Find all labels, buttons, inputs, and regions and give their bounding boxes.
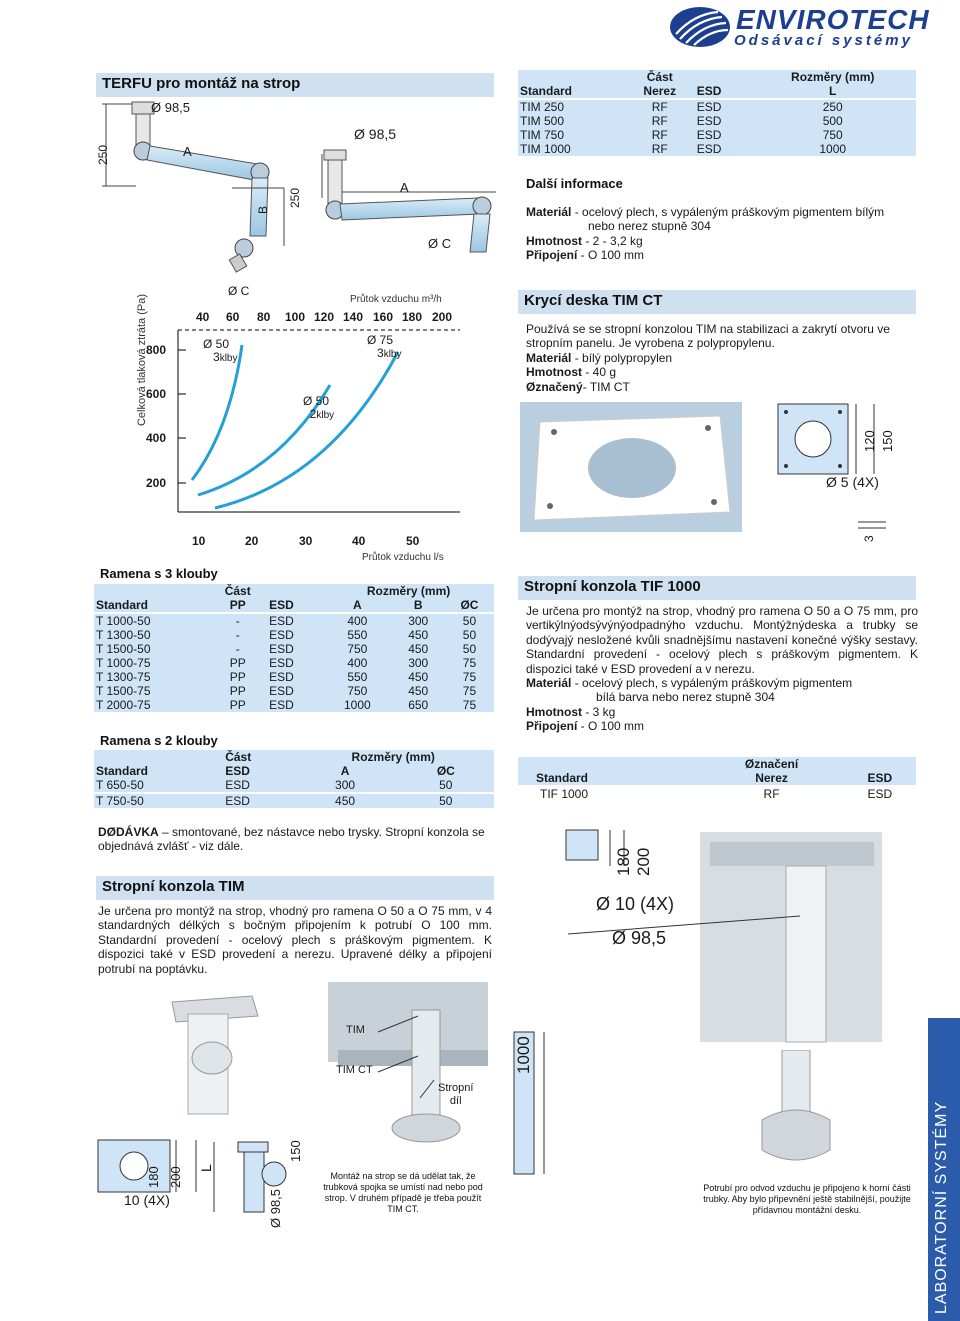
table-row: T 1500-50 - ESD 750 450 50	[94, 642, 494, 656]
terfu-label-a1: A	[183, 144, 192, 159]
terfu-label-a2: A	[400, 180, 409, 195]
dalsi-text: Materiál - ocelový plech, s vypáleným práškovým pigmentem bílým nebo nerez stupně 304 Hmotnost - 2 - 3,2 kg Připojení - O 100 mm	[526, 205, 885, 263]
graph-bottom-label: Průtok vzduchu l/s	[362, 552, 444, 563]
tim-dim-180: 180	[146, 1166, 161, 1188]
col-header: Standard	[94, 598, 208, 612]
tim-dim-holes: 10 (4X)	[124, 1192, 170, 1208]
side-category-tab	[928, 1018, 960, 1321]
side-category-label: LABORATORNÍ SYSTÉMY	[933, 1100, 950, 1314]
tim-label-tim: TIM	[346, 1024, 365, 1036]
bottom-tick: 10	[192, 534, 206, 548]
col-header: A	[292, 764, 397, 778]
tif-caption: Potrubí pro odvod vzduchu je připojeno k horní části trubky. Aby bylo připevnění ještě stabilnější, použijte přídavnou montážní desku.	[703, 1183, 911, 1215]
tim-ct-plate-photo	[520, 402, 742, 532]
tim-length-table	[518, 70, 916, 156]
top-tick: 120	[314, 310, 335, 324]
col-header: PP	[208, 598, 267, 612]
table-head-part: Øznačení	[699, 757, 843, 771]
ramena3-table	[94, 584, 494, 712]
col-header: B	[392, 598, 445, 612]
kryci-title: Krycí deska TIM CT	[518, 290, 916, 314]
col-header: Nerez	[699, 771, 843, 785]
table-row: TIM 500 RF ESD 500	[518, 114, 916, 128]
terfu-label-d985-b: Ø 98,5	[354, 126, 397, 142]
table-row: TIF 1000 RF ESD	[540, 787, 893, 801]
table-row: TIM 250 RF ESD 250	[518, 100, 916, 114]
terfu-label-oc: Ø C	[428, 236, 452, 251]
curve-o50-3klby	[192, 345, 242, 480]
top-tick: 160	[373, 310, 394, 324]
graph-bottom-ticks	[192, 534, 432, 550]
col-header: L	[749, 84, 916, 98]
table-head-part: Část	[625, 70, 695, 84]
dalsi-title: Další informace	[526, 176, 623, 191]
top-tick: 100	[285, 310, 306, 324]
y-tick: 200	[146, 476, 167, 490]
bottom-tick: 30	[299, 534, 313, 548]
terfu-label-h250-b: 250	[288, 187, 302, 208]
table-row: T 1000-50 - ESD 400 300 50	[94, 614, 494, 628]
tif-text: Je určena pro montýž na strop, vhodný pro ramena O 50 a O 75 mm, pro vertikýlnýodsývýnýodpadnýho vzduchu. Montýžnýdeska a trubky se dodývajý nesložené kvůli snadnějšímu nastavení konečné výšky sestavy. Standardní provedení - ocelový plech s práškovým pigmentem. K dispozici také v ESD provedení a v nerezu. Materiál - ocelový plech, s vypáleným práškovým pigmentem bílá barva nebo nerez stupně 304 Hmotnost - 3 kg Připojení - O 100 mm	[526, 604, 918, 734]
table-row: TIM 1000 RF ESD 1000	[518, 142, 916, 156]
terfu-label-b: B	[256, 205, 270, 214]
table-row: T 1000-75 PP ESD 400 300 75	[94, 656, 494, 670]
ramena3-title: Ramena s 3 klouby	[100, 566, 218, 581]
tif-dim-180: 180	[614, 847, 633, 876]
table-head-part: Část	[208, 584, 267, 598]
top-tick: 40	[196, 310, 210, 324]
top-tick: 80	[257, 310, 271, 324]
y-tick: 400	[146, 431, 167, 445]
table-head-dim: Rozměry (mm)	[323, 584, 494, 598]
table-row: T 650-50 ESD 300 50	[94, 778, 494, 792]
brand-logo	[668, 4, 930, 50]
col-header: ØC	[445, 598, 494, 612]
terfu-label-d985-a: Ø 98,5	[151, 100, 191, 115]
tif-dim-d985: Ø 98,5	[612, 928, 667, 948]
tim-label-timct: TIM CT	[336, 1064, 373, 1076]
curve-label-o50-3: Ø 50 3klby	[203, 337, 238, 364]
table-head-dim: Rozměry (mm)	[292, 750, 494, 764]
logo-tagline: Odsávací systémy	[734, 32, 913, 49]
terfu-label-h250-a: 250	[96, 144, 110, 165]
col-header: ESD	[223, 764, 292, 778]
tim-dim-d985: Ø 98,5	[268, 1188, 283, 1228]
terfu-title: TERFU pro montáž na strop	[96, 73, 494, 97]
tif-1000-drawing	[560, 826, 886, 1052]
col-header: Nerez	[625, 84, 695, 98]
curve-o75-3klby	[215, 352, 398, 508]
top-tick: 180	[402, 310, 423, 324]
tif-table	[518, 757, 916, 801]
top-tick: 140	[343, 310, 364, 324]
bottom-tick: 40	[352, 534, 366, 548]
graph-oc-label: Ø C	[228, 284, 250, 298]
tim-dim-150: 150	[288, 1140, 303, 1162]
col-header: ESD	[267, 598, 323, 612]
col-header: Standard	[518, 84, 625, 98]
tif-mount-photo	[722, 1050, 852, 1170]
col-header: Standard	[518, 771, 699, 785]
top-tick: 200	[432, 310, 453, 324]
col-header: ØC	[398, 764, 494, 778]
curve-label-o75-3: Ø 75 3klby	[367, 333, 402, 360]
tim-caption: Montáž na strop se dá udělat tak, že trubková spojka se umístí nad nebo pod strop. V druhém případě je třeba použít TIM CT.	[323, 1171, 483, 1214]
curve-label-o50-2: Ø 50 2klby	[303, 394, 335, 421]
graph-top-ticks	[196, 310, 466, 326]
tif-dim-len: 1000	[514, 1036, 533, 1074]
graph-top-label: Průtok vzduchu m³/h	[350, 294, 442, 305]
y-tick: 800	[146, 343, 167, 357]
tim-dim-l: L	[198, 1164, 214, 1172]
dim-holes: Ø 5 (4X)	[826, 474, 879, 490]
table-row: T 1300-75 PP ESD 550 450 75	[94, 670, 494, 684]
table-head-dim: Rozměry (mm)	[749, 70, 916, 84]
col-header: A	[323, 598, 391, 612]
bottom-tick: 50	[406, 534, 420, 548]
tif-title: Stropní konzola TIF 1000	[518, 576, 916, 600]
tim-title: Stropní konzola TIM	[96, 876, 494, 900]
table-row: T 2000-75 PP ESD 1000 650 75	[94, 698, 494, 712]
tim-ct-plate-drawing	[776, 402, 892, 542]
dim-3: 3	[862, 535, 876, 542]
tim-text: Je určena pro montýž na strop, vhodný pro ramena O 50 a O 75 mm, v 4 standardných délkých s bočným připojením k potrubí O 100 mm. Standardní provedení - ocelový plech s práškovým pigmentem. K dispozici také v ESD provedení a nerezu. Upravené délky a připojení potrubí na poptávku.	[98, 904, 492, 976]
dodavka-text: DØDÁVKA – smontované, bez nástavce nebo trysky. Stropní konzola se objednává zvlášť - viz dále.	[98, 825, 485, 854]
y-tick: 600	[146, 387, 167, 401]
col-header: ESD	[695, 84, 750, 98]
table-row: T 750-50 ESD 450 50	[94, 794, 494, 808]
dim-120: 120	[862, 430, 877, 452]
top-tick: 60	[226, 310, 240, 324]
tim-photo	[168, 994, 268, 1118]
table-row: T 1300-50 - ESD 550 450 50	[94, 628, 494, 642]
col-header: ESD	[844, 771, 916, 785]
kryci-text: Používá se se stropní konzolou TIM na stabilizaci a zakrytí otvoru ve stropním panelu. Je vyrobena z polypropylenu. Materiál - bílý polypropylen Hmotnost - 40 g Øznačený- TIM CT	[526, 322, 890, 394]
table-row: T 1500-75 PP ESD 750 450 75	[94, 684, 494, 698]
tif-dim-200: 200	[634, 847, 653, 876]
dim-150: 150	[880, 430, 895, 452]
ramena2-title: Ramena s 2 klouby	[100, 733, 218, 748]
table-row: TIM 750 RF ESD 750	[518, 128, 916, 142]
col-header: Standard	[94, 764, 223, 778]
logo-icon	[668, 4, 732, 50]
tim-dim-200: 200	[168, 1166, 183, 1188]
logo-wordmark: ENVIROTECH	[736, 4, 930, 35]
table-head-part: Část	[223, 750, 292, 764]
tim-label-stropni: Stropní díl	[438, 1082, 474, 1107]
tif-dim-holes: Ø 10 (4X)	[596, 894, 675, 914]
ramena2-table	[94, 750, 494, 808]
bottom-tick: 20	[245, 534, 259, 548]
